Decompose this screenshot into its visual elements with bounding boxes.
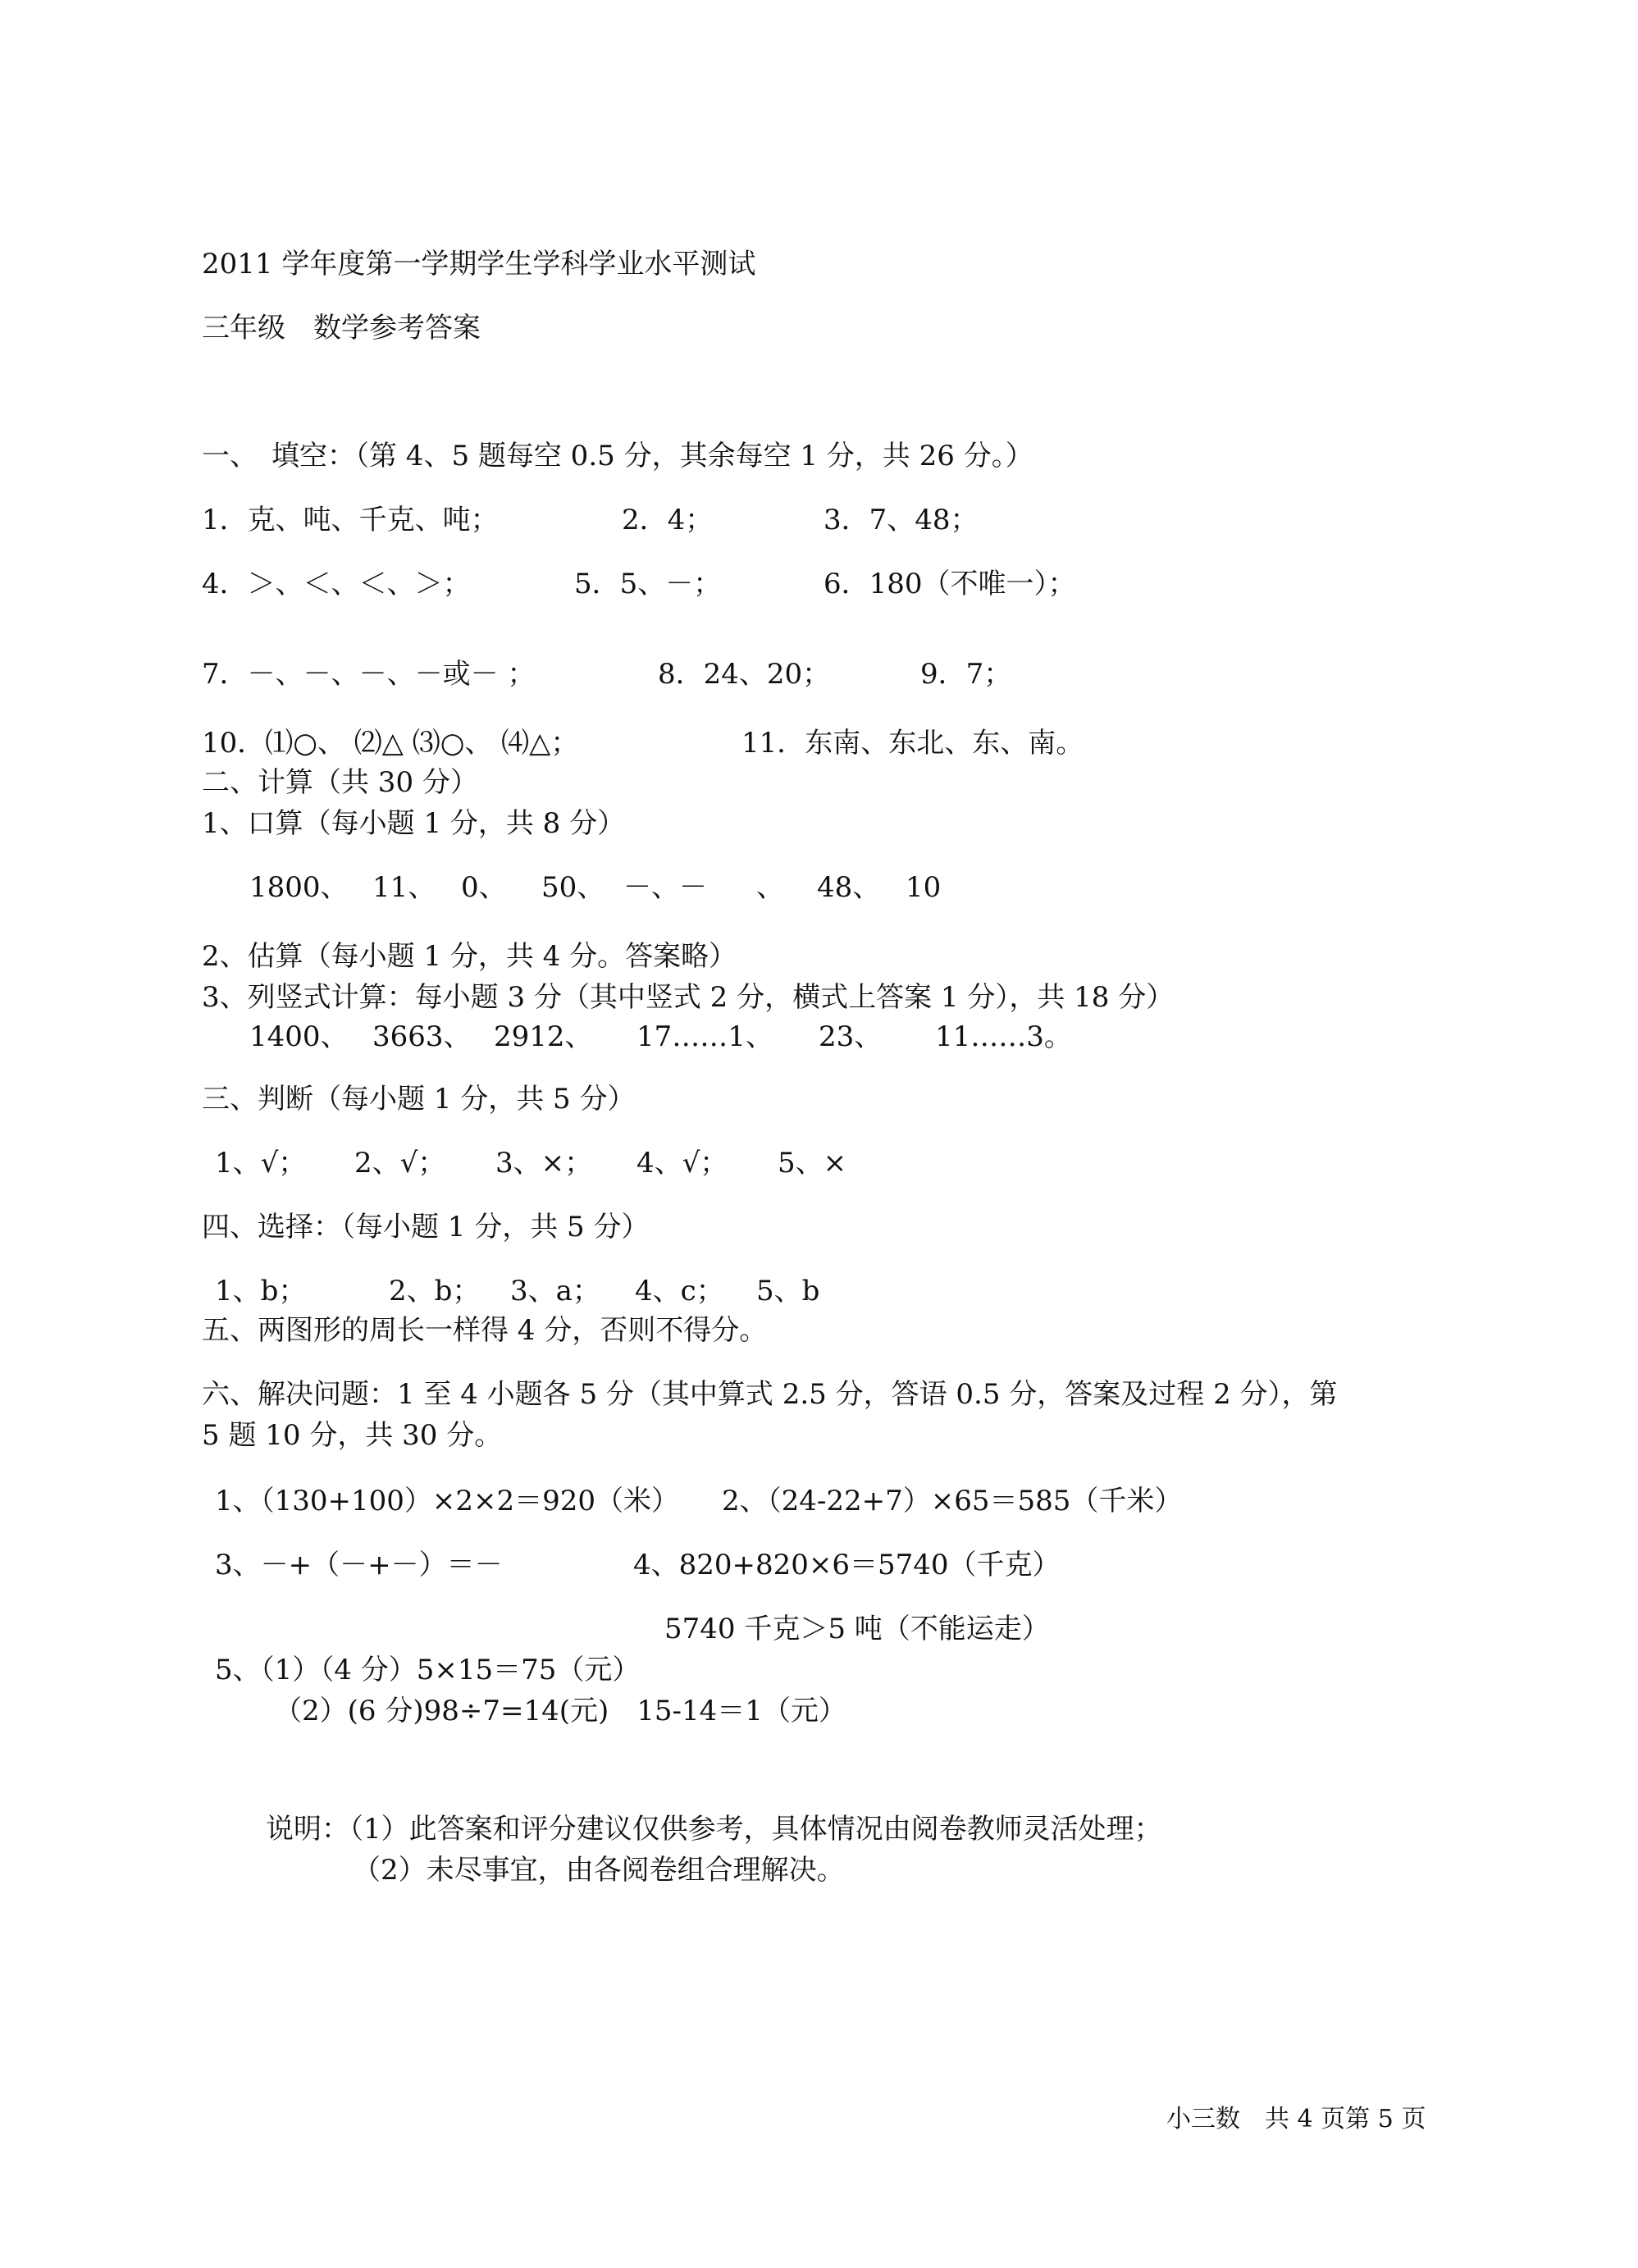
section-6-title-line-1: 六、解决问题：1 至 4 小题各 5 分（其中算式 2.5 分，答语 0.5 分，答案及过程 2 分），第 [202, 1378, 1338, 1411]
section-2-subtitle-vertical: 3、列竖式计算：每小题 3 分（其中竖式 2 分，横式上答案 1 分），共 18 分） [202, 981, 1175, 1014]
answer-item: 17……1、 [636, 1020, 773, 1053]
section-2-subtitle-estimate: 2、估算（每小题 1 分，共 4 分。答案略） [202, 940, 737, 973]
answer-item: 10．⑴○、 ⑵△ ⑶○、 ⑷△； [202, 727, 579, 760]
problem-answer-row [215, 1485, 1183, 1517]
answer-item: 1400、 [249, 1020, 349, 1053]
answer-item: 3、－+（－+－）＝－ [215, 1549, 503, 1581]
answer-item: 2、b； [389, 1275, 481, 1307]
answer-item: 11．东南、东北、东、南。 [741, 727, 1084, 760]
notes-line-1: 说明：（1）此答案和评分建议仅供参考，具体情况由阅卷教师灵活处理； [266, 1813, 1162, 1846]
document-title: 2011 学年度第一学期学生学科学业水平测试 [202, 248, 756, 281]
answer-item: 8．24、20； [658, 658, 831, 691]
answer-item: 9．7； [920, 658, 1012, 691]
answer-item: 23、 [819, 1020, 883, 1053]
answer-item: 2、（24-22+7）×65＝585（千米） [722, 1485, 1183, 1517]
problem-5-part-2: （2）(6 分)98÷7=14(元) 15-14＝1（元） [274, 1695, 846, 1727]
answer-item: 4．＞、＜、＜、＞； [202, 568, 471, 600]
answer-item: 1、b； [215, 1275, 307, 1307]
answer-item: 5．5、－； [574, 568, 722, 600]
answer-item: 6．180（不唯一）； [824, 568, 1076, 600]
section-2-title: 二、计算（共 30 分） [202, 766, 478, 799]
answer-item: 50、 [541, 871, 605, 904]
section-4-title: 四、选择：（每小题 1 分，共 5 分） [202, 1211, 650, 1244]
answer-item: 1．克、吨、千克、吨； [202, 504, 499, 536]
answer-item: 3、×； [495, 1147, 593, 1180]
section-5-title: 五、两图形的周长一样得 4 分，否则不得分。 [202, 1314, 768, 1347]
answer-item: 10 [906, 871, 942, 904]
answer-item: 4、820+820×6＝5740（千克） [633, 1549, 1061, 1581]
answer-item: 7．－、－、－、－或－ ； [202, 658, 536, 691]
answer-item: 11……3。 [935, 1020, 1072, 1053]
section-2-subtitle-mental: 1、口算（每小题 1 分，共 8 分） [202, 807, 626, 840]
problem-4-conclusion: 5740 千克＞5 吨（不能运走） [664, 1613, 1050, 1645]
answer-item: 11、 [372, 871, 436, 904]
answer-item: 、 [756, 871, 784, 904]
answer-item: 3．7、48； [824, 504, 979, 536]
section-1-answer-row [202, 658, 1012, 691]
answer-item: －、－ [623, 871, 707, 904]
answer-item: 2．4； [622, 504, 714, 536]
section-6-title-line-2: 5 题 10 分，共 30 分。 [202, 1419, 503, 1452]
document-subtitle: 三年级 数学参考答案 [202, 312, 481, 345]
answer-item: 2、√； [354, 1147, 446, 1180]
answer-item: 4、c； [635, 1275, 724, 1307]
problem-5-part-1: 5、（1）（4 分）5×15＝75（元） [215, 1654, 641, 1686]
answer-item: 1800、 [249, 871, 349, 904]
answer-item: 1、（130+100）×2×2＝920（米） [215, 1485, 680, 1517]
notes-line-2: （2）未尽事宜，由各阅卷组合理解决。 [353, 1854, 845, 1887]
section-1-title: 一、 填空：（第 4、5 题每空 0.5 分，其余每空 1 分，共 26 分。） [202, 440, 1033, 472]
answer-item: 5、× [778, 1147, 847, 1180]
answer-item: 5、b [756, 1275, 820, 1307]
section-1-answer-row [202, 568, 1076, 600]
answer-item: 48、 [817, 871, 881, 904]
answer-item: 4、√； [636, 1147, 728, 1180]
problem-answer-row [215, 1549, 1061, 1581]
answer-item: 0、 [461, 871, 507, 904]
section-3-title: 三、判断（每小题 1 分，共 5 分） [202, 1083, 636, 1116]
answer-item: 3、a； [510, 1275, 600, 1307]
section-1-answer-row [202, 504, 979, 536]
answer-item: 1、√； [215, 1147, 307, 1180]
section-1-answer-row [202, 727, 1084, 760]
page-footer: 小三数 共 4 页第 5 页 [1166, 2105, 1426, 2133]
answer-item: 3663、 [372, 1020, 472, 1053]
answer-item: 2912、 [494, 1020, 593, 1053]
